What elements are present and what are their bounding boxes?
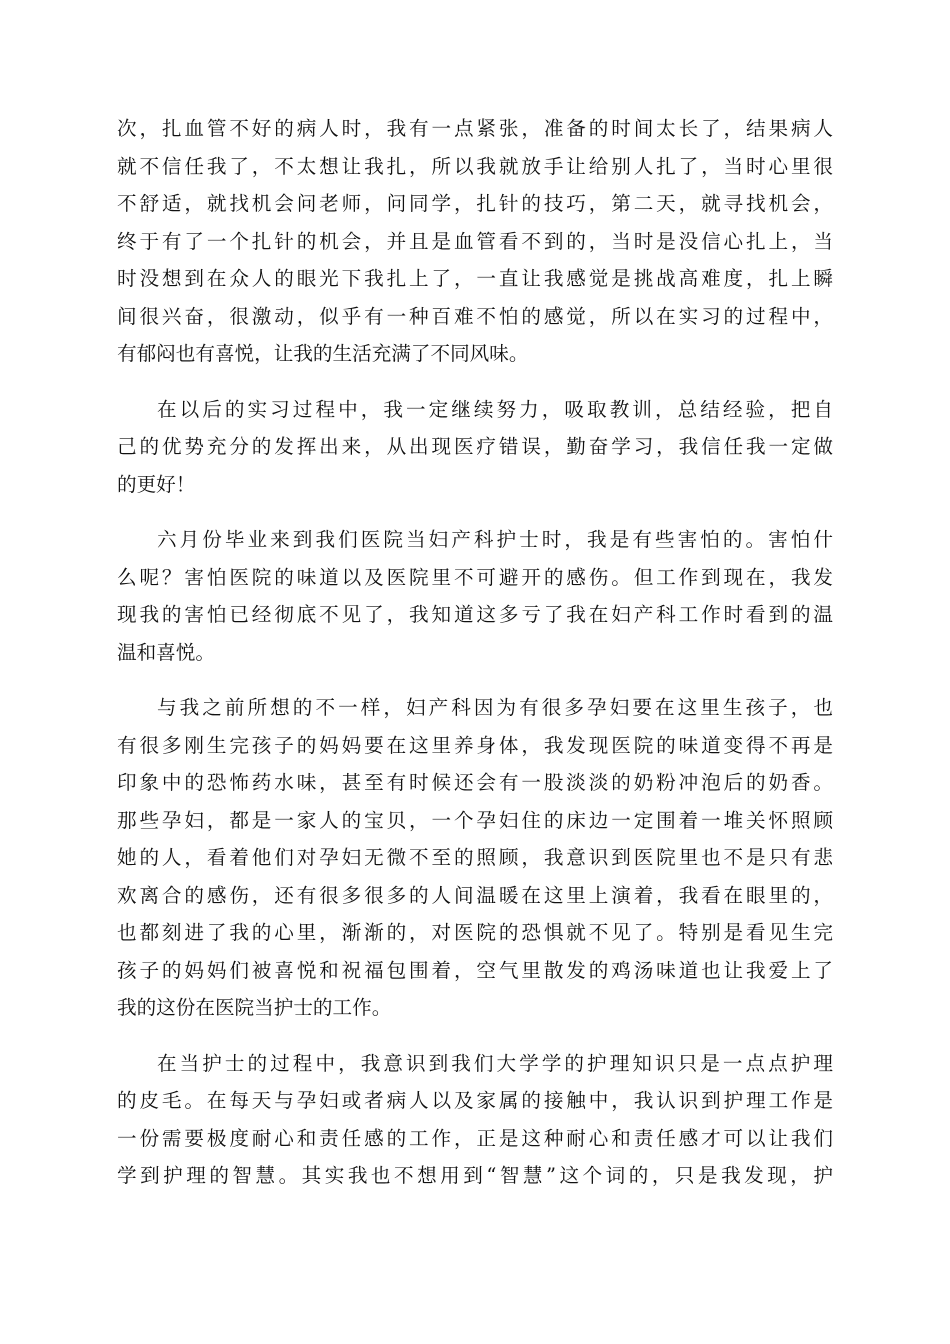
text-line: 的皮毛。在每天与孕妇或者病人以及家属的接触中，我认识到护理工作是 [117, 1089, 833, 1112]
text-line: 也都刻进了我的心里，渐渐的，对医院的恐惧就不见了。特别是看见生完 [117, 921, 833, 944]
text-line: 次，扎血管不好的病人时，我有一点紧张，准备的时间太长了，结果病人 [117, 117, 833, 140]
text-line: 一份需要极度耐心和责任感的工作，正是这种耐心和责任感才可以让我们 [117, 1126, 833, 1150]
text-line: 那些孕妇，都是一家人的宝贝，一个孕妇住的床边一定围着一堆关怀照顾 [117, 808, 833, 832]
text-line: 有郁闷也有喜悦，让我的生活充满了不同风味。 [117, 342, 529, 365]
text-line: 有很多刚生完孩子的妈妈要在这里养身体，我发现医院的味道变得不再是 [117, 733, 833, 757]
document-page [117, 110, 833, 1213]
text-line: 不舒适，就找机会问老师，问同学，扎针的技巧，第二天，就寻找机会， [117, 192, 833, 215]
text-line: 终于有了一个扎针的机会，并且是血管看不到的，当时是没信心扎上，当 [117, 229, 833, 253]
text-line: 印象中的恐怖药水味，甚至有时候还会有一股淡淡的奶粉冲泡后的奶香。 [117, 771, 833, 794]
paragraph-5 [117, 1045, 833, 1195]
text-line: 己的优势充分的发挥出来，从出现医疗错误，勤奋学习，我信任我一定做 [117, 435, 833, 458]
text-line: 学到护理的智慧。其实我也不想用到“智慧”这个词的，只是我发现，护 [117, 1164, 833, 1187]
text-line: 么呢？害怕医院的味道以及医院里不可避开的感伤。但工作到现在，我发 [117, 565, 833, 589]
text-line: 我的这份在医院当护士的工作。 [117, 996, 392, 1019]
paragraph-1 [117, 110, 833, 373]
paragraph-3 [117, 521, 833, 671]
paragraph-4 [117, 689, 833, 1027]
text-line: 就不信任我了，不太想让我扎，所以我就放手让给别人扎了，当时心里很 [117, 154, 833, 178]
text-line: 间很兴奋，很激动，似乎有一种百难不怕的感觉，所以在实习的过程中， [117, 304, 833, 328]
text-line: 她的人，看着他们对孕妇无微不至的照顾，我意识到医院里也不是只有悲 [117, 846, 833, 869]
text-line: 与我之前所想的不一样，妇产科因为有很多孕妇要在这里生孩子，也 [157, 696, 833, 719]
text-line: 在以后的实习过程中，我一定继续努力，吸取教训，总结经验，把自 [157, 397, 833, 421]
text-line: 欢离合的感伤，还有很多很多的人间温暖在这里上演着，我看在眼里的， [117, 883, 833, 907]
text-line: 温和喜悦。 [117, 640, 215, 664]
text-line: 在当护士的过程中，我意识到我们大学学的护理知识只是一点点护理 [157, 1051, 833, 1075]
text-line: 孩子的妈妈们被喜悦和祝福包围着，空气里散发的鸡汤味道也让我爱上了 [117, 958, 833, 982]
text-line: 的更好！ [117, 472, 196, 496]
text-line: 现我的害怕已经彻底不见了，我知道这多亏了我在妇产科工作时看到的温 [117, 603, 833, 626]
text-line: 时没想到在众人的眼光下我扎上了，一直让我感觉是挑战高难度，扎上瞬 [117, 267, 833, 290]
paragraph-2 [117, 391, 833, 504]
text-line: 六月份毕业来到我们医院当妇产科护士时，我是有些害怕的。害怕什 [157, 528, 833, 551]
